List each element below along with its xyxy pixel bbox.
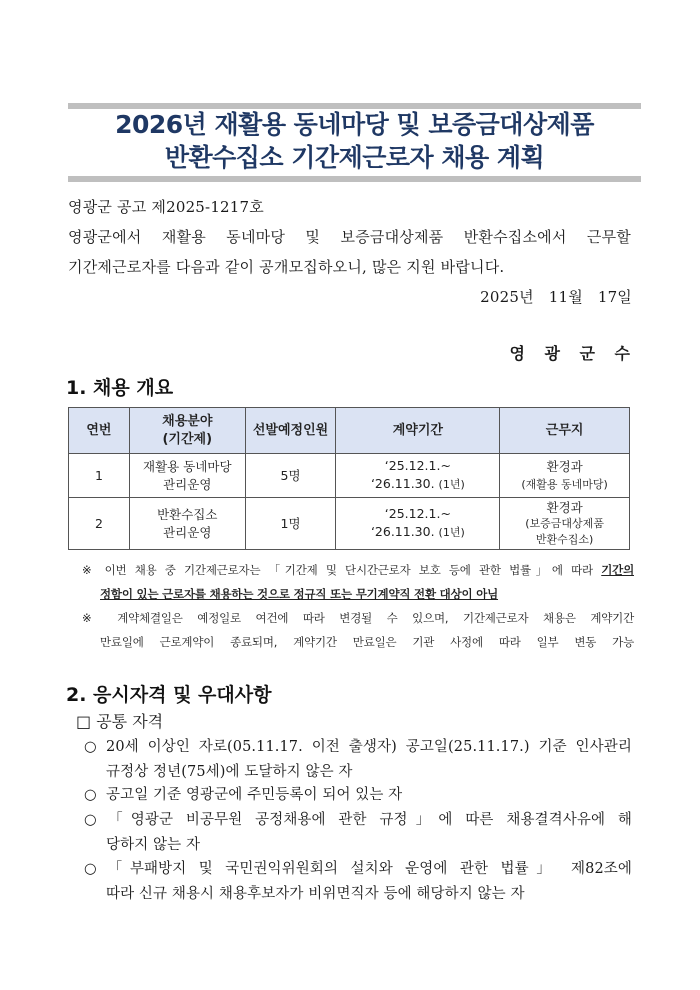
document-title-line1: 2026년 재활용 동네마당 및 보증금대상제품: [115, 110, 594, 139]
qualification-item-1: [84, 735, 632, 785]
cell-field-line1: 반환수집소: [157, 506, 218, 522]
subheading-common-qualifications: [76, 708, 163, 736]
table-header-row: [69, 408, 630, 454]
note-1-emphasis-b: 정함이 있는 근로자를 채용하는 것으로 정규직 또는 무기계약직 전환 대상이 아님: [100, 587, 499, 601]
table-row: [69, 454, 630, 498]
item-4-line1: 「부패방지 및 국민권익위원회의 설치와 운영에 관한 법률」 제82조에: [100, 861, 632, 877]
circle-bullet-icon: ○: [84, 739, 97, 755]
intro-line-1: 영광군에서 재활용 동네마당 및 보증금대상제품 반환수집소에서 근무할: [68, 228, 631, 246]
note-1: [82, 558, 634, 606]
cell-period: [336, 454, 500, 498]
circle-bullet-icon: ○: [84, 812, 97, 828]
section1-heading: 1. 채용 개요: [66, 377, 174, 399]
recruitment-overview-table: [68, 407, 630, 550]
item-4-line2: 따라 신규 채용시 채용후보자가 비위면직자 등에 해당하지 않는 자: [106, 886, 525, 902]
period-note: (1년): [438, 526, 465, 539]
cell-place: [500, 498, 630, 550]
note-2-text-line1: 계약체결일은 예정일로 여건에 따라 변경될 수 있으며, 기간제근로자 채용은 계약기간: [117, 611, 634, 625]
cell-count: 5명: [245, 454, 336, 498]
reference-mark-icon: ※: [82, 563, 97, 577]
header-field: [129, 408, 245, 454]
notice-date: 2025년 11월 17일: [480, 288, 632, 306]
cell-field: [129, 498, 245, 550]
notice-number: 영광군 공고 제2025-1217호: [68, 198, 264, 216]
header-count: 선발예정인원: [245, 408, 336, 454]
qualification-item-4: [84, 857, 632, 907]
cell-period-line2: [338, 475, 497, 494]
cell-field-line1: 재활용 동네마당: [143, 458, 232, 474]
period-note: (1년): [438, 478, 465, 491]
cell-no: 2: [69, 498, 130, 550]
cell-place-line2: (재활용 동네마당): [521, 477, 608, 491]
cell-period-line2: [338, 523, 497, 542]
circle-bullet-icon: ○: [84, 861, 97, 877]
note-1-emphasis-a: 기간의: [601, 563, 634, 577]
cell-no: 1: [69, 454, 130, 498]
cell-place: [500, 454, 630, 498]
note-1-text: 이번 채용 중 기간제근로자는 「기간제 및 단시간근로자 보호 등에 관한 법률」에 따라: [104, 563, 593, 577]
period-end: ‘26.11.30.: [370, 524, 435, 539]
circle-bullet-icon: ○: [84, 787, 97, 803]
cell-period: [336, 498, 500, 550]
cell-count: 1명: [245, 498, 336, 550]
header-field-line2: (기간제): [162, 431, 213, 447]
note-2: [82, 606, 634, 654]
note-2-line1: [82, 606, 634, 630]
issuer-name: 영 광 군 수: [509, 344, 632, 363]
cell-period-line1: ‘25.12.1.~: [384, 458, 451, 473]
qualification-item-3: [84, 808, 632, 858]
subheading-text: 공통 자격: [96, 712, 164, 731]
intro-line-2: 기간제근로자를 다음과 같이 공개모집하오니, 많은 지원 바랍니다.: [68, 258, 505, 276]
item-3-line2: 당하지 않는 자: [106, 837, 201, 853]
title-bottom-bar: [68, 176, 641, 182]
item-1-line1: 20세 이상인 자로(05.11.17. 이전 출생자) 공고일(25.11.17.) 기준 인사관리: [106, 739, 632, 755]
cell-place-line3: 반환수집소): [535, 532, 594, 546]
section2-heading: 2. 응시자격 및 우대사항: [66, 684, 272, 706]
item-1-line2: 규정상 정년(75세)에 도달하지 않은 자: [106, 764, 353, 780]
cell-place-line1: 환경과: [546, 458, 583, 474]
header-no: 연번: [69, 408, 130, 454]
header-field-line1: 채용분야: [162, 413, 213, 429]
header-place: 근무지: [500, 408, 630, 454]
reference-mark-icon: ※: [82, 611, 103, 625]
header-period: 계약기간: [336, 408, 500, 454]
table-row: [69, 498, 630, 550]
item-2-line1: 공고일 기준 영광군에 주민등록이 되어 있는 자: [106, 787, 403, 803]
cell-field: [129, 454, 245, 498]
cell-field-line2: 관리운영: [163, 476, 212, 492]
note-2-text-line2: 만료일에 근로계약이 종료되며, 계약기간 만료일은 기관 사정에 따라 일부 변동 가능: [100, 635, 634, 649]
period-end: ‘26.11.30.: [370, 476, 435, 491]
cell-place-line2: (보증금대상제품: [525, 516, 604, 530]
note-1-line1: [82, 558, 634, 582]
cell-field-line2: 관리운영: [163, 524, 212, 540]
document-title-line2: 반환수집소 기간제근로자 채용 계획: [164, 143, 545, 172]
qualification-item-2: [84, 783, 632, 808]
checkbox-square-icon: □: [76, 712, 92, 731]
cell-place-line1: 환경과: [546, 499, 583, 515]
cell-period-line1: ‘25.12.1.~: [384, 506, 451, 521]
item-3-line1: 「영광군 비공무원 공정채용에 관한 규정」에 따른 채용결격사유에 해: [100, 812, 632, 828]
